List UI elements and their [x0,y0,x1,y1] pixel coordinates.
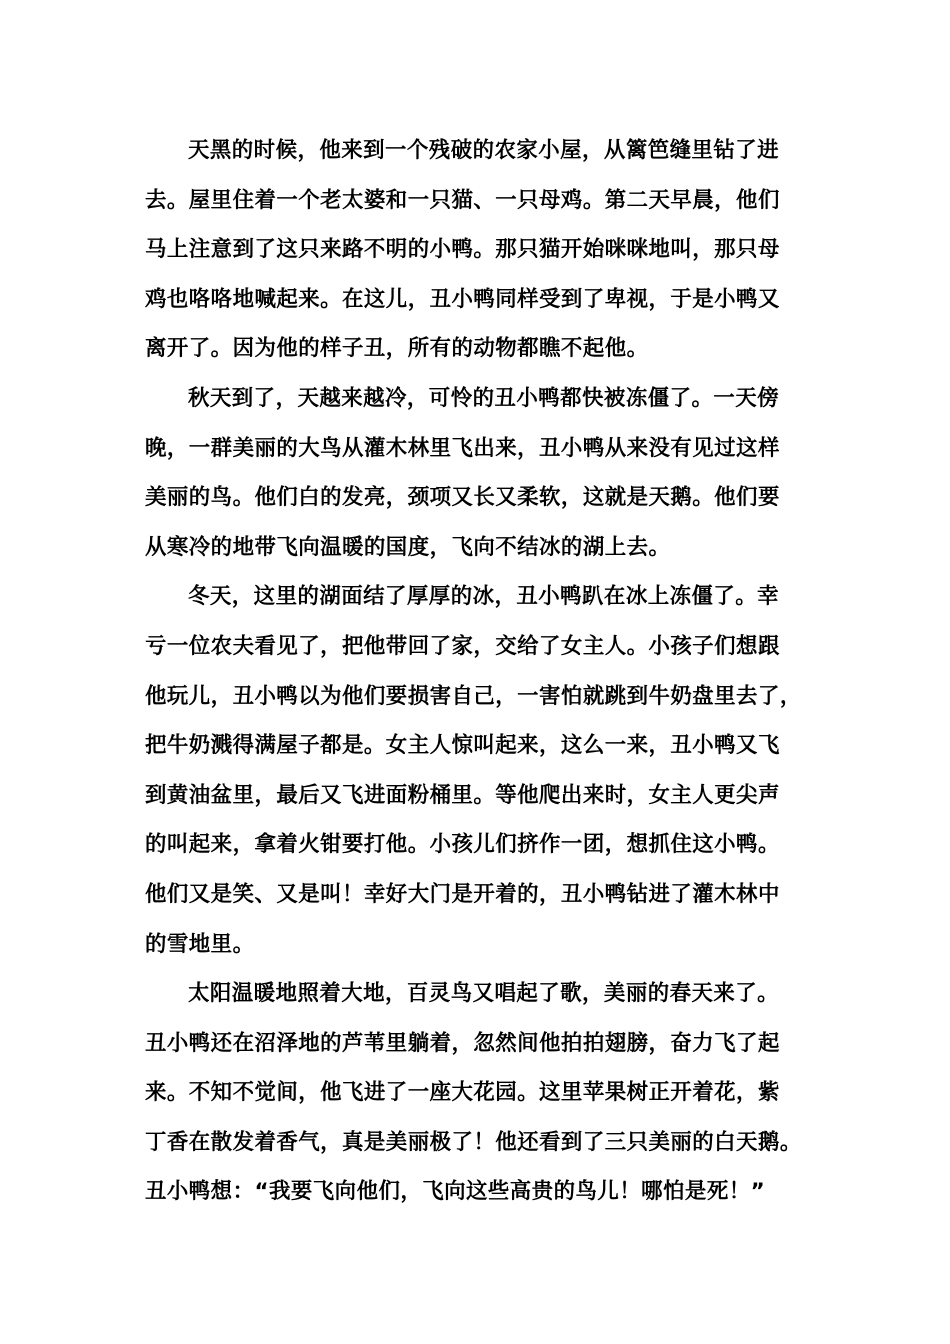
text-line: 天黑的时候，他来到一个残破的农家小屋，从篱笆缝里钻了进 [188,138,780,163]
text-line: 的叫起来，拿着火钳要打他。小孩儿们挤作一团，想抓住这小鸭。 [145,832,780,858]
text-line: 丑小鸭想：“我要飞向他们，飞向这些高贵的鸟儿！哪怕是死！” [145,1179,766,1205]
text-line: 冬天，这里的湖面结了厚厚的冰，丑小鸭趴在冰上冻僵了。幸 [188,584,780,610]
text-line: 马上注意到了这只来路不明的小鸭。那只猫开始咪咪地叫，那只母 [145,237,780,263]
text-line: 美丽的鸟。他们白的发亮，颈项又长又柔软，这就是天鹅。他们要 [145,485,780,511]
text-line: 丁香在散发着香气，真是美丽极了！他还看到了三只美丽的白天鹅。 [145,1129,802,1155]
document-body [145,126,809,1217]
text-line: 他玩儿，丑小鸭以为他们要损害自己，一害怕就跳到牛奶盘里去了， [145,683,802,709]
text-line: 的雪地里。 [145,931,255,957]
text-line: 离开了。因为他的样子丑，所有的动物都瞧不起他。 [145,336,649,362]
text-line: 太阳温暖地照着大地，百灵鸟又唱起了歌，美丽的春天来了。 [188,981,780,1007]
text-line: 亏一位农夫看见了，把他带回了家，交给了女主人。小孩子们想跟 [145,633,780,659]
text-line: 秋天到了，天越来越冷，可怜的丑小鸭都快被冻僵了。一天傍 [188,385,780,411]
text-line: 把牛奶溅得满屋子都是。女主人惊叫起来，这么一来，丑小鸭又飞 [145,733,780,759]
text-line: 去。屋里住着一个老太婆和一只猫、一只母鸡。第二天早晨，他们 [145,187,780,213]
paragraph-1 [145,126,809,374]
text-line: 来。不知不觉间，他飞进了一座大花园。这里苹果树正开着花，紫 [145,1080,780,1106]
text-line: 他们又是笑、又是叫！幸好大门是开着的，丑小鸭钻进了灌木林中 [145,881,780,907]
text-line: 从寒冷的地带飞向温暖的国度，飞向不结冰的湖上去。 [145,534,671,560]
paragraph-4 [145,969,809,1217]
paragraph-3 [145,572,809,969]
text-line: 鸡也咯咯地喊起来。在这儿，丑小鸭同样受到了卑视，于是小鸭又 [145,286,780,312]
text-line: 到黄油盆里，最后又飞进面粉桶里。等他爬出来时，女主人更尖声 [145,782,780,808]
text-line: 晚，一群美丽的大鸟从灌木林里飞出来，丑小鸭从来没有见过这样 [145,435,780,461]
paragraph-2 [145,374,809,572]
text-line: 丑小鸭还在沼泽地的芦苇里躺着，忽然间他拍拍翅膀，奋力飞了起 [145,1030,780,1056]
